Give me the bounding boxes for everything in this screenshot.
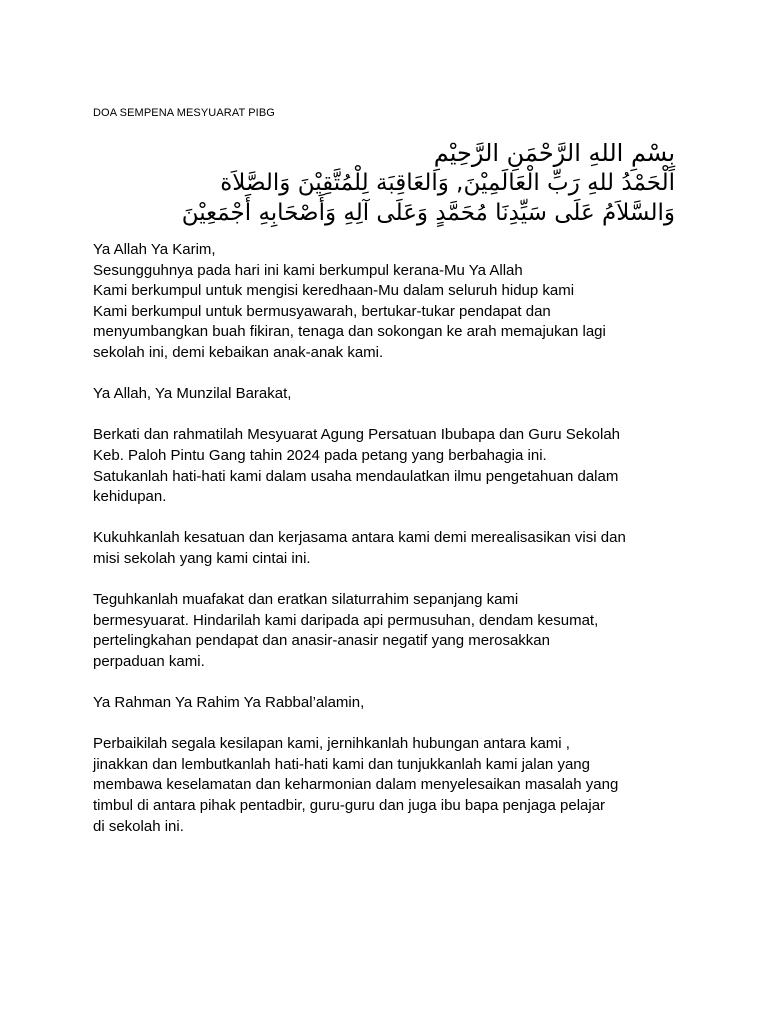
paragraph-unity [93,528,693,569]
paragraph-opening [93,240,693,364]
text-line: Keb. Paloh Pintu Gang tahin 2024 pada petang yang berbahagia ini. [93,446,547,464]
document-title: DOA SEMPENA MESYUARAT PIBG [93,107,275,119]
text-line: menyumbangkan buah fikiran, tenaga dan sokongan ke arah memajukan lagi [93,323,606,341]
text-line: Perbaikilah segala kesilapan kami, jernihkanlah hubungan antara kami , [93,735,570,753]
text-line: Kami berkumpul untuk mengisi keredhaan-Mu dalam seluruh hidup kami [93,282,575,300]
text-line: Sesungguhnya pada hari ini kami berkumpul kerana-Mu Ya Allah [93,261,523,279]
text-line: bermesyuarat. Hindarilah kami daripada api permusuhan, dendam kesumat, [93,611,599,629]
prayer-body [93,240,693,858]
paragraph-invocation-barakat [93,384,693,405]
arabic-salawat: وَالسَّلاَمُ عَلَى سَيِّدِنَا مُحَمَّدٍ وَعَلَى آلِهِ وَأَصْحَابِهِ أَجْمَعِيْنَ [181,200,675,226]
paragraph-closing [93,734,693,837]
text-line: Satukanlah hati-hati kami dalam usaha mendaulatkan ilmu pengetahuan dalam [93,467,619,485]
paragraph-blessing [93,425,693,507]
text-line: sekolah ini, demi kebaikan anak-anak kami. [93,343,384,361]
text-line: di sekolah ini. [93,817,184,835]
text-line: timbul di antara pihak pentadbir, guru-guru dan juga ibu bapa penjaga pelajar [93,797,606,815]
text-line: Kukuhkanlah kesatuan dan kerjasama antara kami demi merealisasikan visi dan [93,529,626,547]
arabic-basmalah: بِسْمِ اللهِ الرَّحْمَنِ الرَّحِيْمِ [433,139,675,167]
text-line: Ya Rahman Ya Rahim Ya Rabbal’alamin, [93,694,365,712]
paragraph-harmony [93,590,693,672]
text-line: jinakkan dan lembutkanlah hati-hati kami dan tunjukkanlah kami jalan yang [93,755,590,773]
text-line: pertelingkahan pendapat dan anasir-anasir negatif yang merosakkan [93,632,550,650]
arabic-hamdalah: اَلْحَمْدُ للهِ رَبِّ الْعَالَمِيْنَ, وَالعَاقِبَة لِلْمُتَّقِيْنَ وَالصَّلاَة [220,170,675,196]
text-line: perpaduan kami. [93,652,205,670]
text-line: misi sekolah yang kami cintai ini. [93,549,311,567]
text-line: Ya Allah Ya Karim, [93,241,216,258]
text-line: kehidupan. [93,488,167,506]
text-line: Teguhkanlah muafakat dan eratkan silaturrahim sepanjang kami [93,591,519,609]
paragraph-invocation-rahman [93,693,693,714]
text-line: Kami berkumpul untuk bermusyawarah, bertukar-tukar pendapat dan [93,302,551,320]
text-line: membawa keselamatan dan keharmonian dalam menyelesaikan masalah yang [93,776,619,794]
text-line: Ya Allah, Ya Munzilal Barakat, [93,385,292,403]
text-line: Berkati dan rahmatilah Mesyuarat Agung Persatuan Ibubapa dan Guru Sekolah [93,426,621,444]
